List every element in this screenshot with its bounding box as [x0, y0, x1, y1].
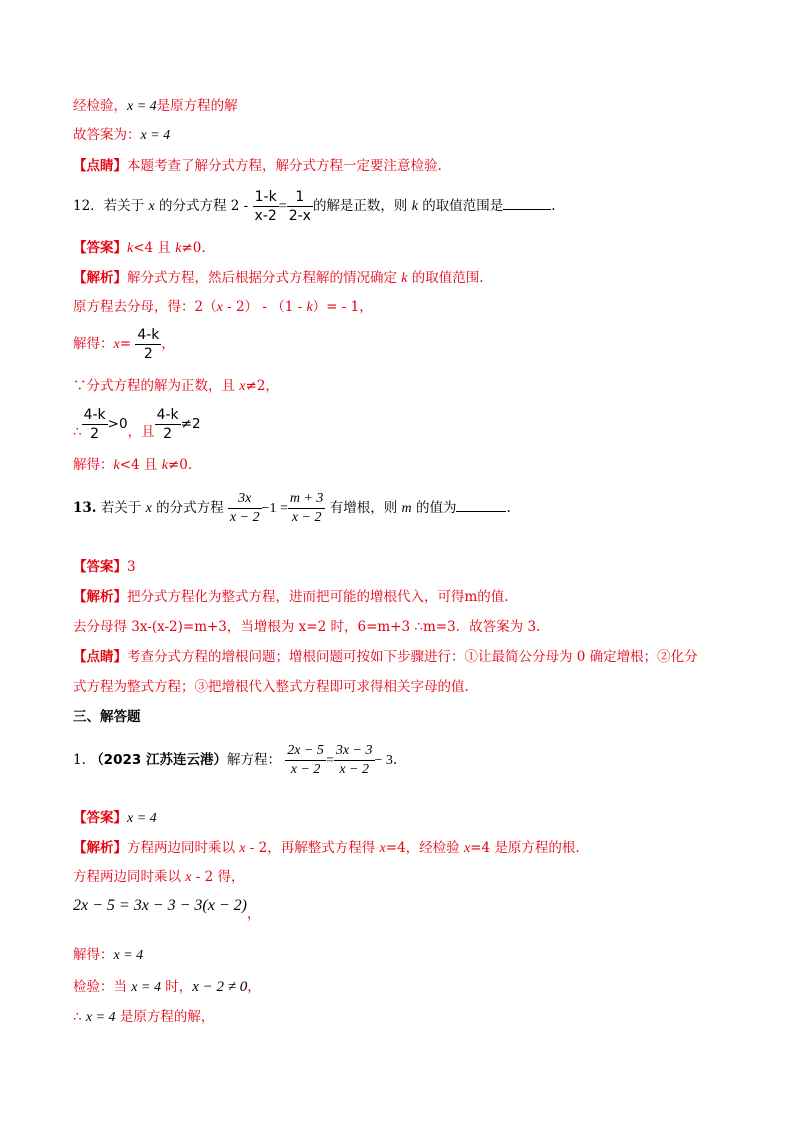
step-text: =: [119, 336, 136, 352]
solution-step: [73, 617, 540, 637]
comment-13-cont: [73, 677, 469, 697]
variable: x: [239, 841, 246, 856]
fraction-denominator: x-2: [254, 208, 277, 224]
step-text: ）= - 1，: [312, 299, 373, 315]
equation: x = 4: [85, 1010, 116, 1025]
solution-equation: [73, 894, 261, 922]
variable: x: [239, 379, 246, 394]
equation: x = 4: [131, 980, 161, 995]
solution-step: [73, 977, 261, 998]
inequality: ≠2: [180, 416, 201, 432]
variable: k: [411, 199, 418, 214]
answer-blank: [503, 195, 551, 210]
solution-step: [73, 376, 279, 397]
therefore-symbol: ∴: [73, 424, 82, 440]
answer-label: 故答案为：: [73, 127, 141, 143]
variable: x: [113, 337, 120, 352]
analysis-tag: 【解析】: [73, 840, 127, 856]
analysis-text: =4，经检验: [385, 840, 464, 856]
section-heading: 三、解答题: [73, 709, 141, 725]
question-text: 的值为: [411, 500, 457, 516]
fraction: [82, 406, 108, 443]
fraction: [334, 742, 375, 779]
analysis-tag: 【解析】: [73, 270, 127, 286]
comment-text: 考查分式方程的增根问题；增根问题可按如下步骤进行：①让最简公分母为 0 确定增根；②化分: [127, 649, 698, 665]
question-number: 1.: [73, 752, 86, 768]
solution-step: [73, 867, 245, 888]
fraction-denominator: x − 2: [229, 510, 260, 525]
variable: m: [401, 501, 412, 516]
variable: k: [161, 458, 168, 473]
answer-text: 3: [127, 559, 136, 575]
period: .: [392, 752, 398, 768]
step-text: ，且: [127, 424, 155, 440]
step-text: ≠0.: [167, 457, 193, 473]
line-verify: [73, 96, 238, 117]
fraction-numerator: 3x: [228, 490, 262, 509]
therefore-symbol: ∴: [73, 1009, 86, 1025]
fraction-denominator: 2: [143, 346, 153, 362]
step-text: 解得：: [73, 457, 114, 473]
equation: x − 2 ≠ 0: [192, 979, 248, 995]
analysis-text: - 2，再解整式方程得: [245, 840, 380, 856]
variable: k: [113, 458, 120, 473]
step-text: <4 且: [119, 457, 162, 473]
problem-source: （2023 江苏连云港）: [90, 752, 227, 768]
fraction-denominator: 2-x: [288, 208, 311, 224]
analysis-text: 把分式方程化为整式方程，进而把可能的增根代入，可得m的值.: [127, 589, 509, 605]
step-text: 原方程去分母，得：2（: [73, 299, 217, 315]
step-text: ≠2，: [245, 378, 279, 394]
comment-tag: 【点睛】: [73, 158, 127, 174]
variable: x: [145, 501, 152, 516]
question-text: 的解是正数，则: [312, 198, 412, 214]
fraction: [253, 188, 279, 225]
equation: x = 4: [140, 128, 171, 143]
fraction: [228, 490, 262, 527]
comment-tag: 【点睛】: [73, 649, 127, 665]
analysis-tag: 【解析】: [73, 589, 127, 605]
question-13: [73, 488, 511, 529]
answer-blank: [456, 497, 506, 512]
period: .: [551, 198, 556, 214]
fraction-denominator: 2: [90, 426, 100, 442]
answer-p1: [73, 808, 157, 829]
step-text: 解得：: [73, 336, 114, 352]
variable: k: [127, 241, 134, 256]
step-text: ∵分式方程的解为正数，且: [73, 378, 240, 394]
solution-step: [73, 324, 175, 365]
step-text: - 2 得，: [191, 869, 245, 885]
analysis-text: 方程两边同时乘以: [127, 840, 240, 856]
solution-step: [73, 404, 201, 444]
equation: x = 4: [127, 99, 157, 114]
equation-operator: −1 =: [261, 501, 288, 516]
answer-text: ≠0.: [181, 240, 206, 256]
analysis-text: 解分式方程，然后根据分式方程解的情况确定: [127, 270, 402, 286]
fraction-numerator: 2x − 5: [285, 742, 326, 761]
answer-tag: 【答案】: [73, 559, 127, 575]
verify-label: 经检验，: [73, 98, 127, 114]
fraction-numerator: 4-k: [83, 407, 106, 423]
inequality: >0: [107, 416, 128, 432]
fraction-numerator: 3x − 3: [334, 742, 375, 761]
fraction: [135, 326, 161, 363]
equation: 2x − 5 = 3x − 3 − 3(x − 2): [73, 897, 247, 914]
analysis-13: [73, 587, 509, 607]
verify-text: 是原方程的解: [156, 98, 238, 114]
question-text: 的取值范围是: [417, 198, 504, 214]
solution-step: [73, 1007, 214, 1028]
equation: x = 4: [127, 811, 157, 826]
equation: x = 4: [113, 948, 144, 963]
equals-sign: =: [325, 753, 334, 768]
solution-step: [73, 455, 192, 476]
step-text: ，: [247, 979, 261, 995]
step-text: ，: [246, 906, 261, 922]
line-comment: [73, 156, 442, 176]
comment-text: 式方程为整式方程；③把增根代入整式方程即可求得相关字母的值.: [73, 679, 469, 695]
question-text: 若关于: [96, 500, 146, 516]
analysis-p1: [73, 838, 580, 859]
variable: x: [148, 199, 155, 214]
fraction: [155, 406, 181, 443]
fraction: [288, 490, 326, 527]
variable: k: [175, 241, 182, 256]
answer-13: [73, 557, 136, 577]
step-text: ，: [161, 336, 175, 352]
question-number: 13.: [73, 500, 97, 516]
answer-text: <4 且: [133, 240, 176, 256]
fraction-numerator: 1-k: [253, 188, 279, 207]
question-text: 有增根，则: [325, 500, 402, 516]
analysis-text: =4 是原方程的根.: [470, 840, 580, 856]
step-text: 是原方程的解，: [115, 1009, 215, 1025]
variable: x: [379, 841, 386, 856]
solution-step: [73, 945, 143, 966]
question-number: 12．若关于: [73, 198, 149, 214]
step-text: 检验：当: [73, 979, 132, 995]
fraction: [285, 742, 326, 779]
step-text: 时，: [160, 979, 193, 995]
equation-operator: − 3: [374, 753, 393, 768]
fraction-numerator: 4-k: [137, 327, 160, 343]
fraction-numerator: m + 3: [288, 490, 326, 509]
fraction-numerator: 1: [287, 188, 313, 207]
step-text: 去分母得 3x-(x-2)=m+3，当增根为 x=2 时，6=m+3 ∴m=3．故答案为 3.: [73, 619, 541, 635]
question-12: [73, 186, 556, 227]
line-answer: [73, 125, 170, 146]
variable: x: [463, 841, 471, 856]
step-text: 解得：: [73, 947, 114, 963]
answer-tag: 【答案】: [73, 810, 127, 826]
variable: k: [306, 300, 313, 315]
fraction-denominator: x − 2: [290, 762, 321, 777]
comment-text: 本题考查了解分式方程，解分式方程一定要注意检验.: [127, 158, 442, 174]
fraction-denominator: x − 2: [291, 510, 322, 525]
analysis-12: [73, 268, 484, 289]
solution-step: [73, 297, 373, 318]
question-text: 解方程：: [226, 752, 281, 768]
answer-tag: 【答案】: [73, 240, 127, 256]
problem-1: [73, 740, 397, 781]
answer-12: [73, 238, 206, 259]
comment-13: [73, 647, 698, 667]
variable: k: [401, 271, 408, 286]
equals-sign: =: [278, 199, 287, 214]
step-text: 方程两边同时乘以: [73, 869, 186, 885]
fraction-denominator: 2: [163, 426, 173, 442]
analysis-text: 的取值范围.: [407, 270, 484, 286]
fraction-denominator: x − 2: [339, 762, 370, 777]
question-text: 的分式方程: [151, 500, 228, 516]
variable: x: [216, 300, 223, 315]
period: .: [506, 500, 511, 516]
variable: x: [185, 870, 192, 885]
fraction-numerator: 4-k: [156, 407, 179, 423]
step-text: - 2） - （1 -: [222, 299, 307, 315]
question-text: 的分式方程 2 -: [154, 198, 253, 214]
fraction: [287, 188, 313, 225]
